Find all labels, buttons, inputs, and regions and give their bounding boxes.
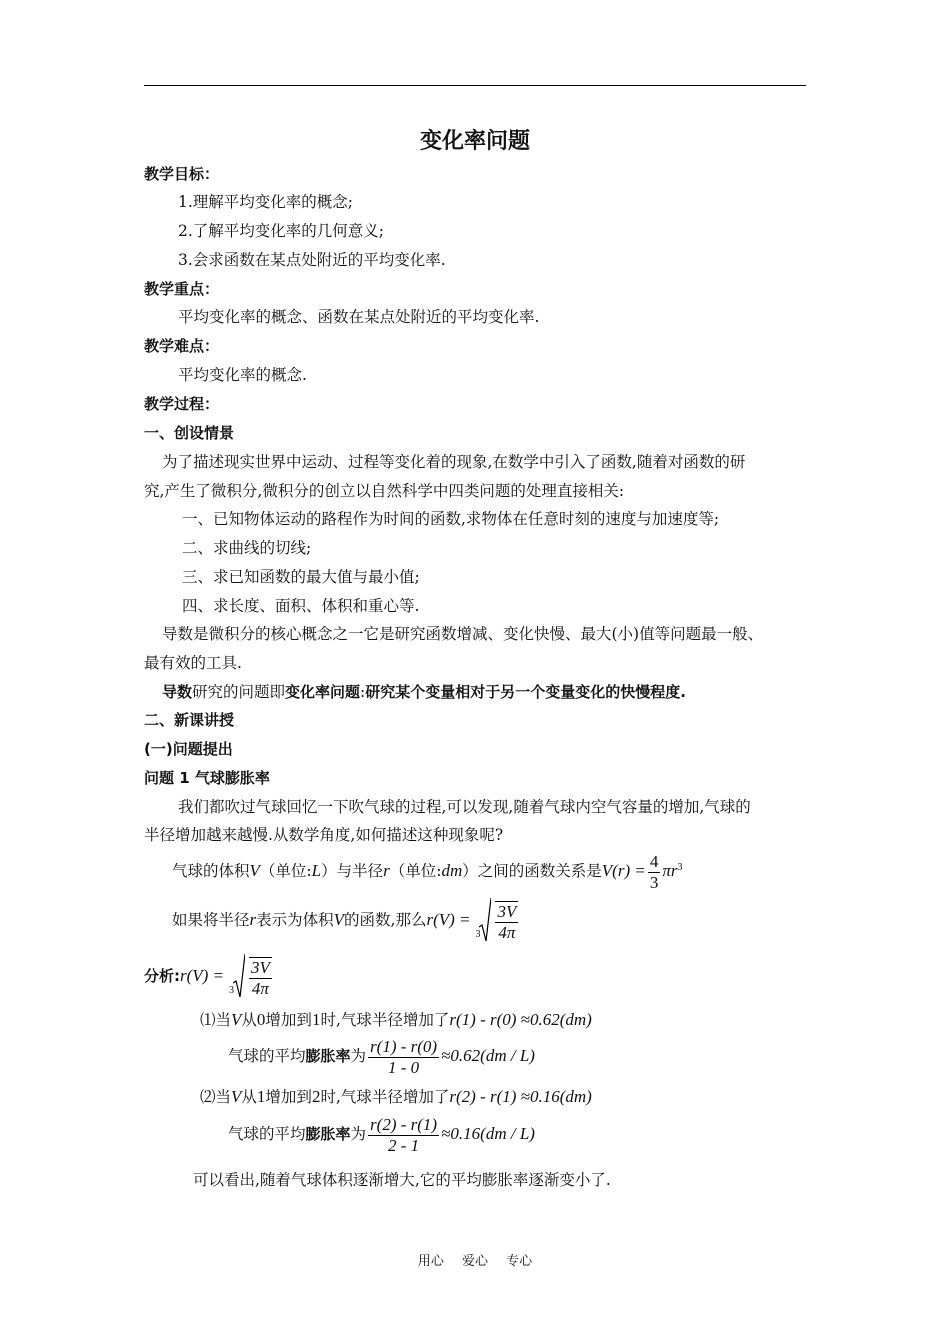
denominator: 4π (251, 979, 269, 998)
goal-item: 2.了解平均变化率的几何意义; (178, 222, 385, 240)
goal-item: 1.理解平均变化率的概念; (178, 193, 354, 211)
text: 如果将半径 (172, 911, 250, 929)
text: 气球的体积 (172, 862, 250, 881)
math-var: L (311, 861, 322, 881)
fraction (368, 1115, 439, 1156)
text: ）与半径 (321, 862, 384, 881)
math-expr: r(1) - r(0) ≈0.62(dm) (449, 1010, 592, 1029)
root-index: 3 (475, 929, 481, 940)
text: 为 (350, 1125, 367, 1143)
math-num: 1 (256, 1087, 266, 1106)
text: ⑴当 (200, 1011, 232, 1029)
math-expr: ≈0.62(dm / L) (441, 1046, 535, 1065)
inverse-formula-line (172, 896, 518, 945)
math-var: V (231, 1087, 242, 1106)
text: （单位: (259, 862, 312, 881)
text: ）之间的函数关系是 (462, 862, 602, 881)
process-heading: 教学过程： (144, 395, 220, 413)
key-text: 平均变化率的概念、函数在某点处附近的平均变化率. (178, 308, 540, 326)
key-heading: 教学重点： (144, 280, 220, 298)
radical-sign-icon (233, 953, 245, 999)
definition-line (162, 682, 686, 702)
analysis-label: 分析: (144, 967, 180, 985)
text: 从 (241, 1011, 257, 1029)
problem-item: 一、已知物体运动的路程作为时间的函数,求物体在任意时刻的速度与加速度等; (182, 510, 720, 528)
section1-heading: 一、创设情景 (144, 424, 235, 442)
goals-heading: 教学目标： (144, 165, 220, 183)
bold-term: 膨胀率 (305, 1125, 351, 1143)
text: （单位: (389, 862, 442, 881)
text: 表示为体积 (256, 911, 334, 929)
math-num: 2 (311, 1087, 321, 1106)
numerator: 3V (497, 902, 517, 921)
fraction (495, 901, 518, 943)
text: 为 (350, 1047, 367, 1065)
cube-root (475, 897, 518, 945)
math-var: V (231, 1010, 242, 1029)
page-footer: 用心 爱心 专心 (417, 1254, 533, 1269)
definition-bold: 导数 (162, 683, 193, 701)
text: ⑵当 (200, 1088, 232, 1106)
denominator: 3 (649, 872, 659, 892)
text: 从 (241, 1088, 257, 1106)
text: 气球的平均 (228, 1125, 306, 1143)
volume-formula-line (172, 846, 682, 893)
math-expr: r(2) - r(1) ≈0.16(dm) (449, 1087, 592, 1106)
derivative-paragraph: 导数是微积分的核心概念之一它是研究函数增减、变化快慢、最大(小)值等问题最一般、 (162, 625, 764, 643)
analysis-line (144, 952, 272, 1001)
fraction (249, 957, 272, 999)
denominator: 4π (498, 923, 516, 942)
step2-line (200, 1087, 592, 1107)
goal-item: 3.会求函数在某点处附近的平均变化率. (178, 251, 446, 269)
math-num: 0 (256, 1010, 266, 1029)
numerator: r(2) - r(1) (370, 1114, 438, 1134)
math-var: r (249, 910, 257, 929)
derivative-paragraph: 最有效的工具. (144, 654, 242, 672)
section2-heading: 二、新课讲授 (144, 711, 235, 729)
sub1-heading: (一)问题提出 (144, 740, 233, 758)
math-expr: πr (662, 861, 678, 881)
definition-colon: : (360, 683, 366, 701)
fraction (648, 852, 661, 893)
balloon-paragraph: 我们都吹过气球回忆一下吹气球的过程,可以发现,随着气球内空气容量的增加,气球的 (178, 798, 751, 816)
math-expr: ≈0.16(dm / L) (441, 1124, 535, 1143)
denominator: 1 - 0 (387, 1057, 420, 1077)
conclusion-text: 可以看出,随着气球体积逐渐增大,它的平均膨胀率逐渐变小了. (193, 1171, 611, 1189)
math-var: V (333, 910, 345, 929)
fraction (368, 1037, 439, 1078)
math-expr: V(r) = (601, 861, 646, 881)
numerator: 3V (250, 958, 270, 977)
denominator: 2 - 1 (387, 1135, 420, 1155)
math-var: r (383, 861, 390, 881)
numerator: 4 (649, 851, 659, 871)
definition-text: 研究的问题即 (192, 683, 286, 701)
text: 时,气球半径增加了 (320, 1011, 450, 1029)
problem-item: 二、求曲线的切线; (182, 539, 312, 557)
text: 增加到 (265, 1088, 312, 1106)
text: 增加到 (265, 1011, 312, 1029)
math-var: dm (441, 861, 463, 881)
balloon-paragraph: 半径增加越来越慢.从数学角度,如何描述这种现象呢? (144, 826, 504, 844)
cube-root (229, 953, 272, 1001)
problem-item: 四、求长度、面积、体积和重心等. (182, 597, 420, 615)
header-rule (144, 85, 806, 86)
numerator: r(1) - r(0) (370, 1036, 438, 1056)
text: 时,气球半径增加了 (320, 1088, 450, 1106)
difficulty-heading: 教学难点： (144, 337, 220, 355)
rate1-line (228, 1034, 535, 1078)
math-expr: r(V) = (426, 910, 471, 929)
definition-bold: 变化率问题 (285, 683, 361, 701)
text: 的函数,那么 (344, 911, 427, 929)
math-num: 1 (311, 1010, 321, 1029)
radical-sign-icon (479, 897, 491, 943)
intro-paragraph: 为了描述现实世界中运动、过程等变化着的现象,在数学中引入了函数,随着对函数的研 (162, 453, 746, 471)
rate2-line (228, 1112, 535, 1156)
step1-line (200, 1010, 592, 1030)
page-title: 变化率问题 (419, 129, 530, 154)
difficulty-text: 平均变化率的概念. (178, 366, 307, 384)
bold-term: 膨胀率 (305, 1047, 351, 1065)
definition-bold: 研究某个变量相对于另一个变量变化的快慢程度. (365, 683, 686, 701)
problem-item: 三、求已知函数的最大值与最小值; (182, 568, 420, 586)
problem1-heading: 问题 1 气球膨胀率 (144, 769, 270, 787)
exponent: 3 (677, 862, 683, 873)
math-expr: r(V) = (180, 966, 225, 985)
root-index: 3 (228, 985, 234, 996)
math-var: V (249, 861, 260, 881)
intro-paragraph: 究,产生了微积分,微积分的创立以自然科学中四类问题的处理直接相关: (144, 482, 625, 500)
text: 气球的平均 (228, 1047, 306, 1065)
